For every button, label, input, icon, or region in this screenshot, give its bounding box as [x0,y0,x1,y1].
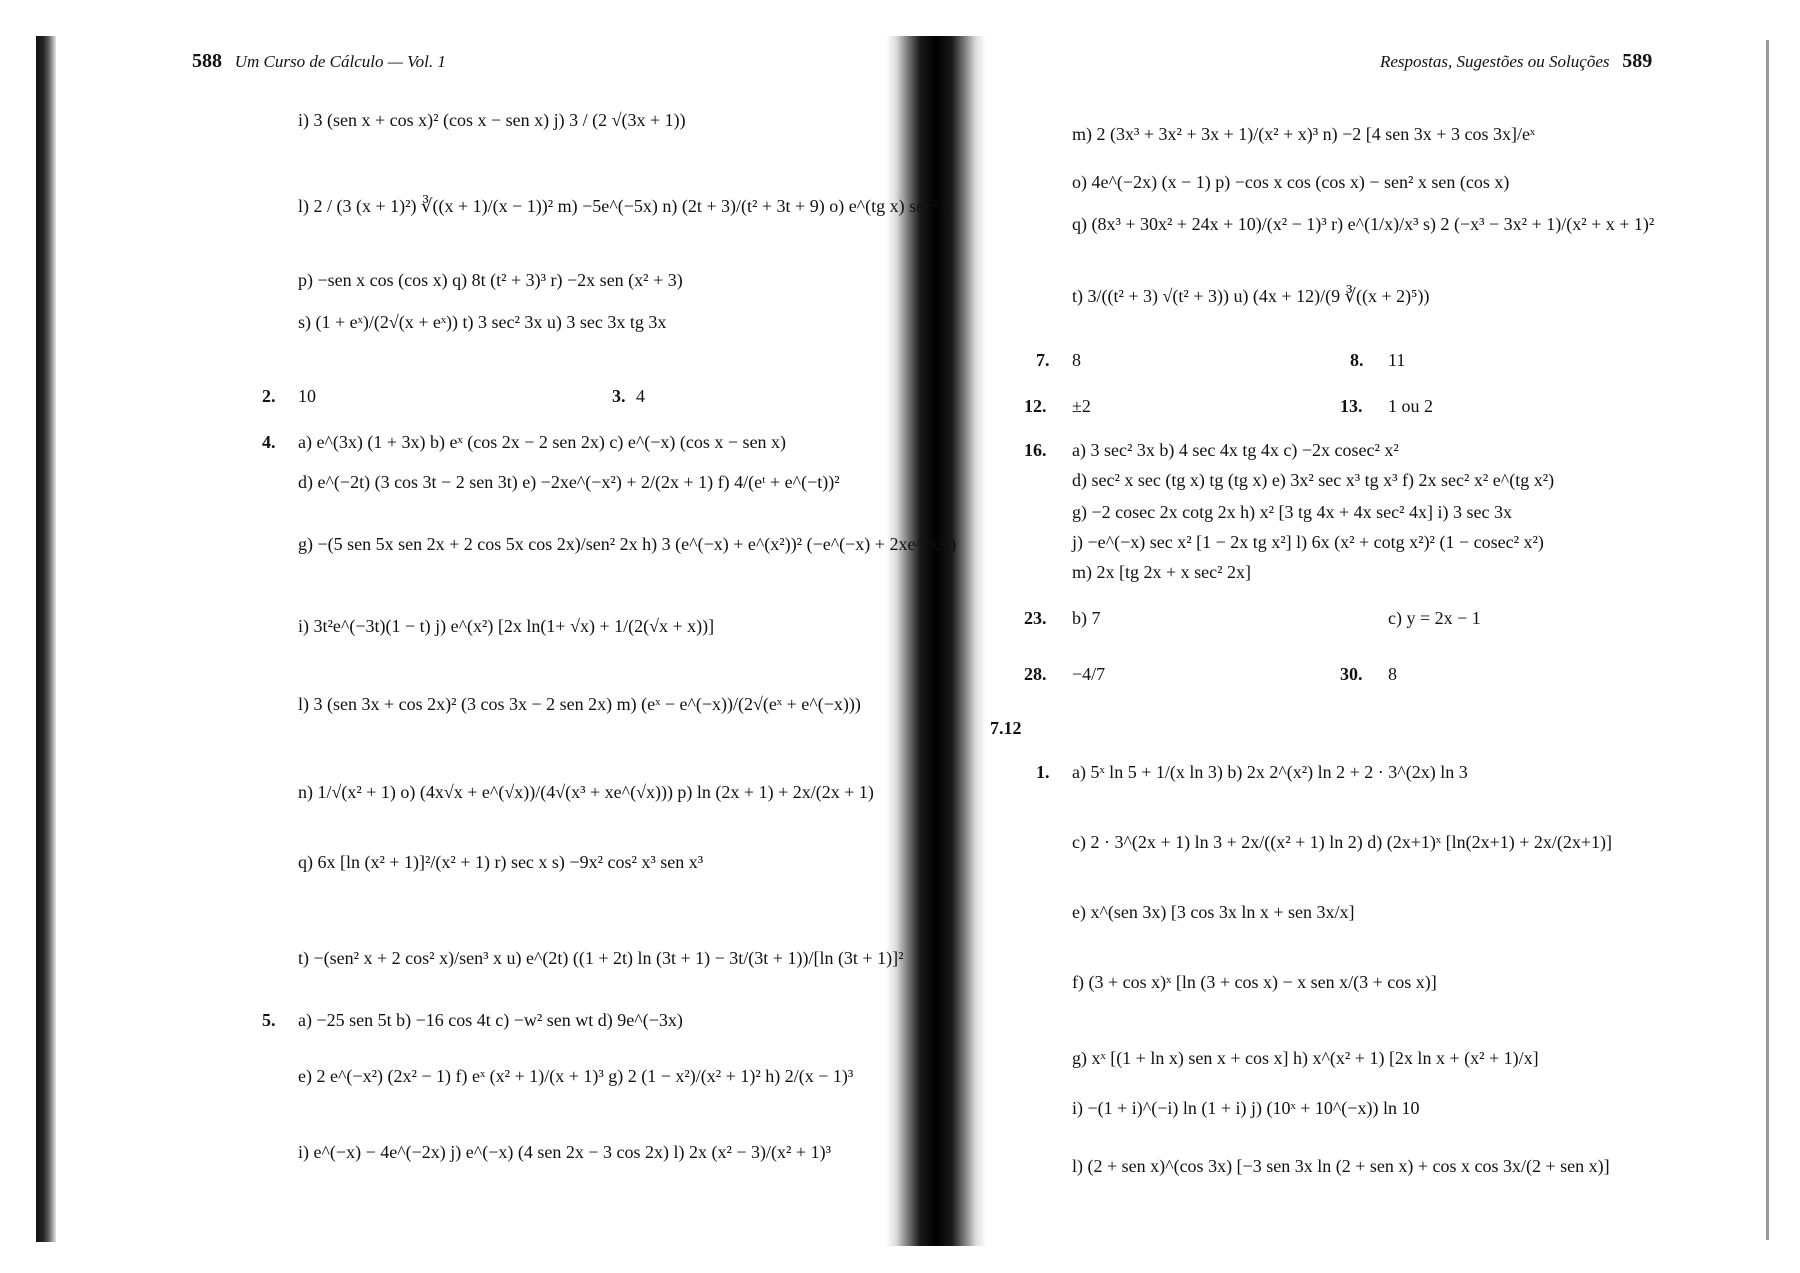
book-gutter [886,36,986,1246]
answer-number: 12. [1024,396,1047,416]
answer-number: 30. [1340,664,1363,684]
left-page-number: 588 [192,50,222,72]
left-page-header [192,50,446,73]
right-answer-line: q) (8x³ + 30x² + 24x + 10)/(x² − 1)³ r) e^(1/x)/x³ s) 2 (−x³ − 3x² + 1)/(x² + x + 1)² [1072,214,1655,234]
right-answer-line: l) (2 + sen x)^(cos 3x) [−3 sen 3x ln (2 + sen x) + cos x cos 3x/(2 + sen x)] [1072,1156,1610,1176]
right-page-number: 589 [1622,50,1653,72]
answer-value: b) 7 [1072,608,1101,628]
right-answer-line: g) xˣ [(1 + ln x) sen x + cos x] h) x^(x² + 1) [2x ln x + (x² + 1)/x] [1072,1048,1539,1068]
right-answer-line: a) 5ˣ ln 5 + 1/(x ln 3) b) 2x 2^(x²) ln 2 + 2 · 3^(2x) ln 3 [1072,762,1468,782]
right-answer-line: j) −e^(−x) sec x² [1 − 2x tg x²] l) 6x (x² + cotg x²)² (1 − cosec² x²) [1072,532,1544,552]
right-answer-line: d) sec² x sec (tg x) tg (tg x) e) 3x² sec x³ tg x³ f) 2x sec² x² e^(tg x²) [1072,470,1555,490]
answer-number: 8. [1350,350,1364,370]
left-answer-line: i) 3t²e^(−3t)(1 − t) j) e^(x²) [2x ln(1+ √x) + 1/(2(√x + x))] [298,616,715,636]
left-answer-line: g) −(5 sen 5x sen 2x + 2 cos 5x cos 2x)/sen² 2x h) 3 (e^(−x) + e^(x²))² (−e^(−x) + 2xe^(x²)) [298,534,957,554]
left-answer-line: a) −25 sen 5t b) −16 cos 4t c) −w² sen wt d) 9e^(−3x) [298,1010,683,1030]
answer-number: 5. [262,1010,276,1030]
left-answer-line: l) 3 (sen 3x + cos 2x)² (3 cos 3x − 2 sen 2x) m) (eˣ − e^(−x))/(2√(eˣ + e^(−x))) [298,694,861,714]
answer-value: ±2 [1072,396,1091,416]
left-answer-line: i) e^(−x) − 4e^(−2x) j) e^(−x) (4 sen 2x − 3 cos 2x) l) 2x (x² − 3)/(x² + 1)³ [298,1142,831,1162]
right-page-header [1380,50,1652,73]
answer-number: 3. [612,386,626,406]
answer-number: 13. [1340,396,1363,416]
left-answer-line: l) 2 / (3 (x + 1)²) ∛((x + 1)/(x − 1))² m) −5e^(−5x) n) (2t + 3)/(t² + 3t + 9) o) e^(tg x) sec² x [298,196,952,216]
answer-number: 28. [1024,664,1047,684]
left-scan-edge [36,36,56,1242]
answer-value: 4 [636,386,645,406]
left-answer-line: n) 1/√(x² + 1) o) (4x√x + e^(√x))/(4√(x³ + xe^(√x))) p) ln (2x + 1) + 2x/(2x + 1) [298,782,874,802]
answer-number: 2. [262,386,276,406]
right-answer-line: g) −2 cosec 2x cotg 2x h) x² [3 tg 4x + 4x sec² 4x] i) 3 sec 3x [1072,502,1512,522]
right-answer-line: c) 2 · 3^(2x + 1) ln 3 + 2x/((x² + 1) ln 2) d) (2x+1)ˣ [ln(2x+1) + 2x/(2x+1)] [1072,832,1612,852]
answer-value: 10 [298,386,316,406]
left-answer-line: p) −sen x cos (cos x) q) 8t (t² + 3)³ r) −2x sen (x² + 3) [298,270,683,290]
answer-number: 4. [262,432,276,452]
right-scan-edge [1766,40,1769,1240]
answer-number: 16. [1024,440,1047,460]
right-answer-line: o) 4e^(−2x) (x − 1) p) −cos x cos (cos x) − sen² x sen (cos x) [1072,172,1510,192]
left-answer-line: i) 3 (sen x + cos x)² (cos x − sen x) j) 3 / (2 √(3x + 1)) [298,110,686,130]
answer-number: 23. [1024,608,1047,628]
right-answer-line: a) 3 sec² 3x b) 4 sec 4x tg 4x c) −2x cosec² x² [1072,440,1399,460]
answer-number: 7. [1036,350,1050,370]
left-answer-line: s) (1 + eˣ)/(2√(x + eˣ)) t) 3 sec² 3x u) 3 sec 3x tg 3x [298,312,667,332]
answer-value: 8 [1072,350,1081,370]
left-page-title: Um Curso de Cálculo — Vol. 1 [234,52,446,71]
right-page-title: Respostas, Sugestões ou Soluções [1380,52,1610,71]
answer-value: 8 [1388,664,1397,684]
answer-number: 1. [1036,762,1050,782]
answer-value: −4/7 [1072,664,1106,684]
left-answer-line: t) −(sen² x + 2 cos² x)/sen³ x u) e^(2t) ((1 + 2t) ln (3t + 1) − 3t/(3t + 1))/[ln (3t + 1)]² [298,948,904,968]
left-answer-line: a) e^(3x) (1 + 3x) b) eˣ (cos 2x − 2 sen 2x) c) e^(−x) (cos x − sen x) [298,432,787,452]
answer-value: c) y = 2x − 1 [1388,608,1481,628]
left-answer-line: q) 6x [ln (x² + 1)]²/(x² + 1) r) sec x s) −9x² cos² x³ sen x³ [298,852,704,872]
right-answer-line: m) 2 (3x³ + 3x² + 3x + 1)/(x² + x)³ n) −2 [4 sen 3x + 3 cos 3x]/eˣ [1072,124,1536,144]
right-answer-line: e) x^(sen 3x) [3 cos 3x ln x + sen 3x/x] [1072,902,1355,922]
answer-value: 1 ou 2 [1388,396,1433,416]
right-answer-line: m) 2x [tg 2x + x sec² 2x] [1072,562,1252,582]
section-heading: 7.12 [990,718,1022,738]
left-answer-line: e) 2 e^(−x²) (2x² − 1) f) eˣ (x² + 1)/(x + 1)³ g) 2 (1 − x²)/(x² + 1)² h) 2/(x − 1)³ [298,1066,854,1086]
right-answer-line: t) 3/((t² + 3) √(t² + 3)) u) (4x + 12)/(9 ∛((x + 2)⁵)) [1072,286,1430,306]
left-answer-line: d) e^(−2t) (3 cos 3t − 2 sen 3t) e) −2xe^(−x²) + 2/(2x + 1) f) 4/(eᵗ + e^(−t))² [298,472,840,492]
right-answer-line: i) −(1 + i)^(−i) ln (1 + i) j) (10ˣ + 10^(−x)) ln 10 [1072,1098,1420,1118]
right-answer-line: f) (3 + cos x)ˣ [ln (3 + cos x) − x sen x/(3 + cos x)] [1072,972,1437,992]
answer-value: 11 [1388,350,1406,370]
